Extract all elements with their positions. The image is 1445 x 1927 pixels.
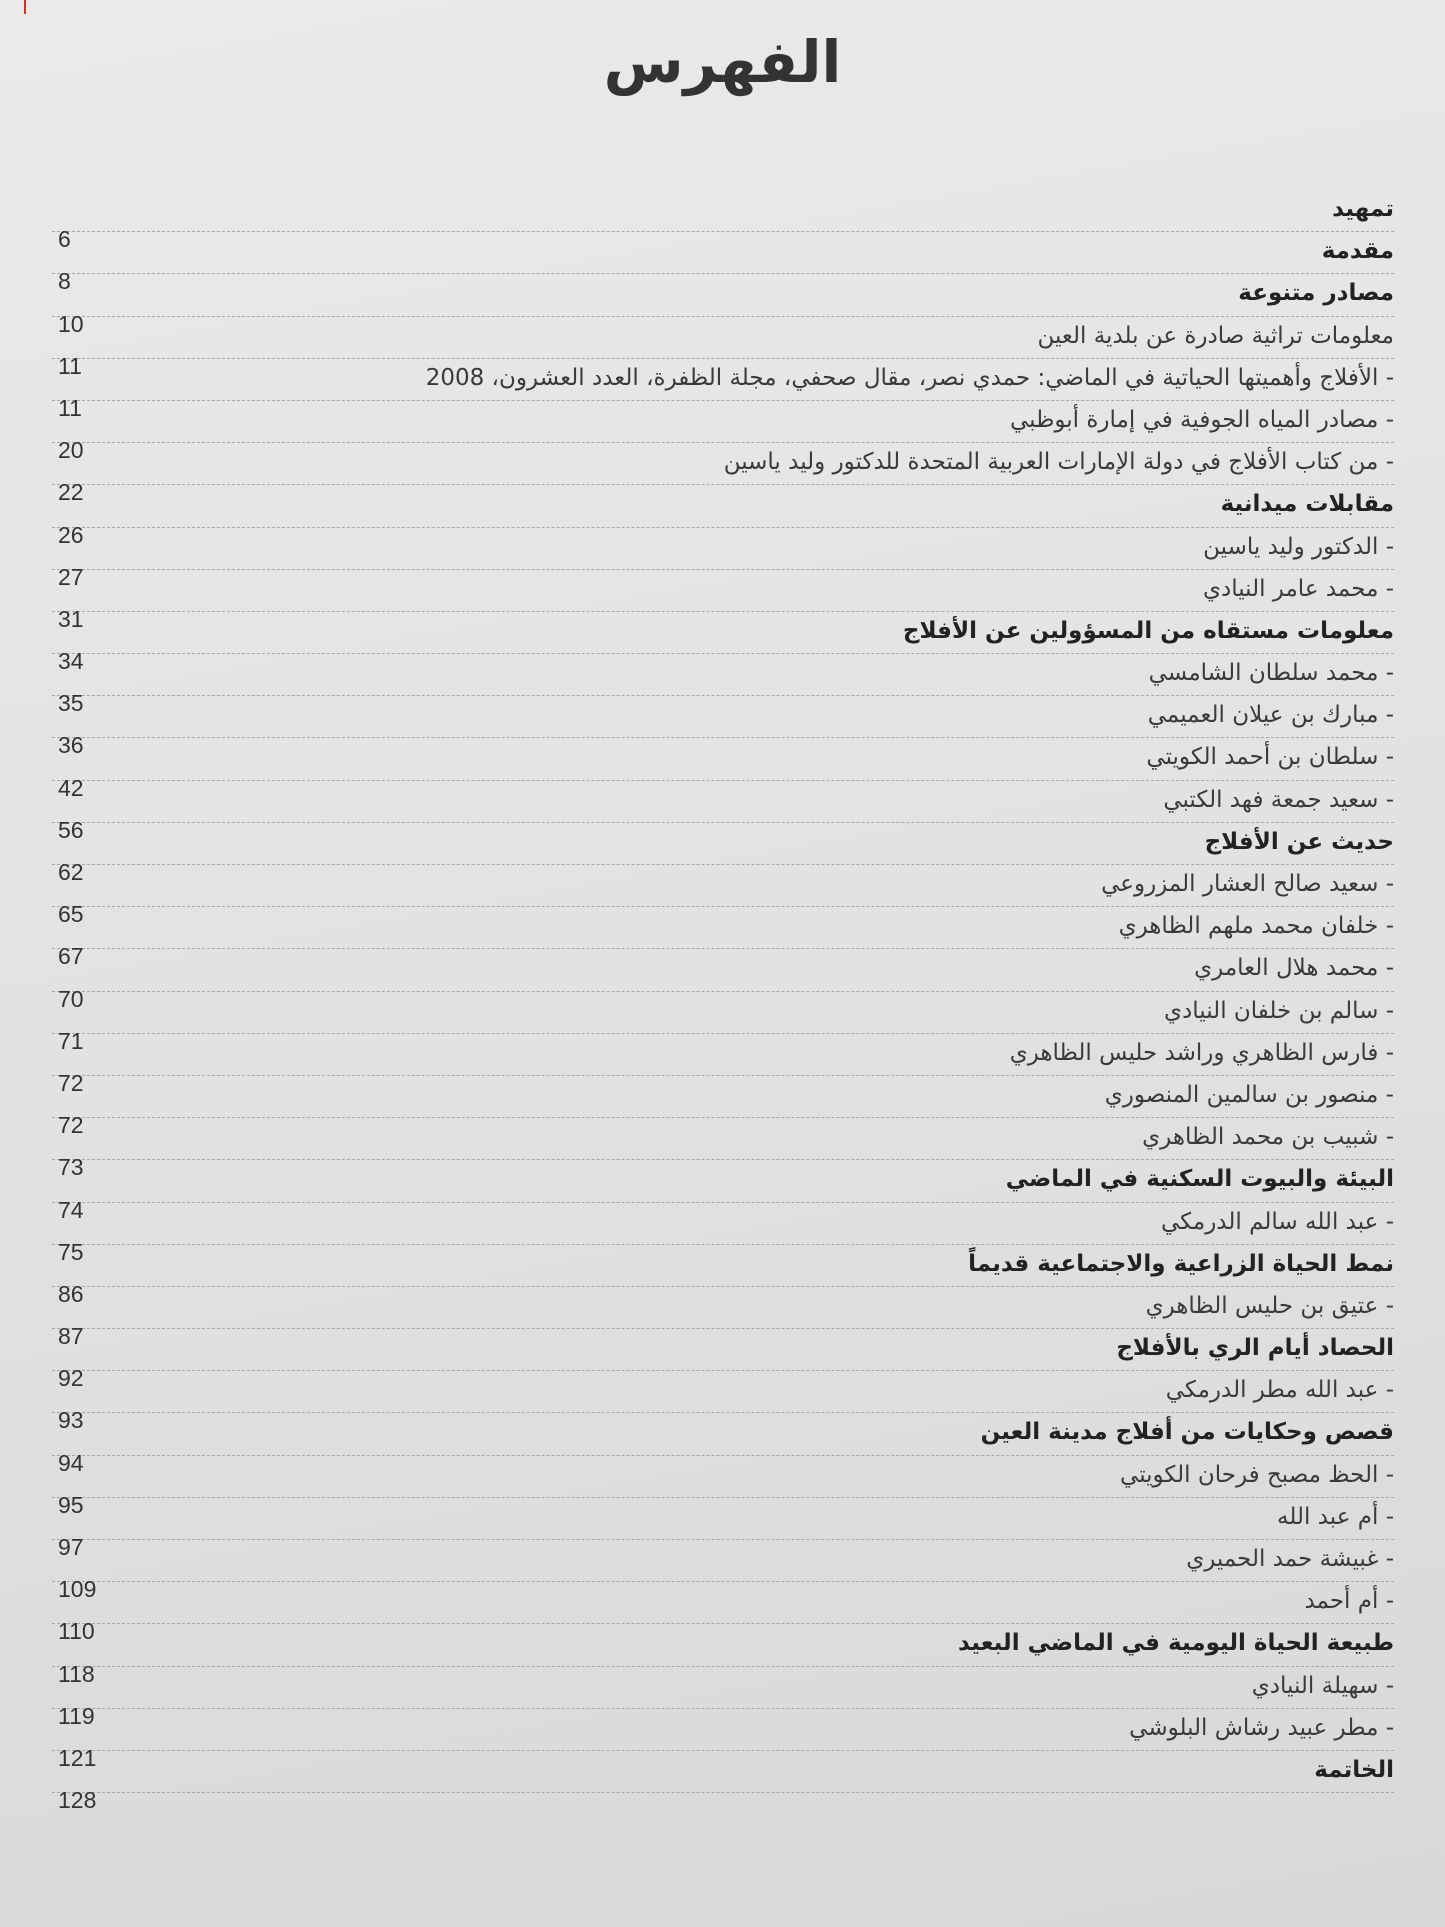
toc-subentry-title: - محمد هلال العامري [1194,955,1394,982]
toc-page-number: 42 [58,774,84,801]
toc-page-number: 67 [58,943,84,970]
toc-page-number: 75 [58,1238,84,1265]
toc-subentry-title: - سعيد جمعة فهد الكتبي [1163,786,1394,813]
toc-section-title: مقدمة [1321,238,1394,265]
toc-subentry-title: - من كتاب الأفلاج في دولة الإمارات العربية المتحدة للدكتور وليد ياسين [723,449,1394,476]
toc-page-number: 22 [58,479,84,506]
toc-subentry-title: - سهيلة النيادي [1251,1672,1394,1699]
corner-mark [24,0,26,14]
toc-subentry-title: - منصور بن سالمين المنصوري [1104,1081,1394,1108]
toc-subentry-title: - فارس الظاهري وراشد حليس الظاهري [1009,1039,1394,1066]
toc-page-number: 6 [58,226,71,253]
toc-page-number: 11 [58,352,82,379]
toc-subentry-title: - سالم بن خلفان النيادي [1164,997,1394,1024]
toc-subentry-title: - عتيق بن حليس الظاهري [1145,1292,1394,1319]
toc-page-number: 110 [58,1618,95,1645]
toc-subentry-title: - أم عبد الله [1277,1503,1394,1530]
toc-subentry-title: - الحظ مصبح فرحان الكويتي [1120,1461,1394,1488]
toc-page-number: 86 [58,1280,84,1307]
toc-subentry-title: - أم أحمد [1304,1588,1394,1615]
toc-page-number: 121 [58,1744,97,1771]
toc-page-number: 94 [58,1449,84,1476]
toc-page-number: 73 [58,1154,84,1181]
toc-page-number: 10 [58,310,84,337]
toc-section-title: حديث عن الأفلاج [1204,828,1394,855]
toc-page-number: 71 [58,1027,84,1054]
toc-entry [52,1751,1394,1814]
toc-subentry-title: - شبيب بن محمد الظاهري [1142,1124,1394,1151]
toc-page-number: 36 [58,732,84,759]
toc-page-number: 118 [58,1660,95,1687]
toc-subentry-title: - غبيشة حمد الحميري [1186,1546,1394,1572]
toc-section-title: طبيعة الحياة اليومية في الماضي البعيد [958,1630,1394,1657]
toc-section-title: البيئة والبيوت السكنية في الماضي [1005,1166,1394,1193]
toc-subentry-title: - خلفان محمد ملهم الظاهري [1118,913,1394,940]
toc-subentry-title: - عبد الله سالم الدرمكي [1161,1208,1394,1235]
toc-section-title: تمهيد [1332,196,1394,222]
toc-page-number: 93 [58,1407,84,1434]
toc-section-title: معلومات مستقاه من المسؤولين عن الأفلاج [902,617,1394,644]
toc-page-number: 35 [58,690,84,717]
toc-subentry-title: معلومات تراثية صادرة عن بلدية العين [1037,322,1394,349]
toc-page-number: 31 [58,605,84,632]
toc-subentry-title: - محمد سلطان الشامسي [1148,660,1394,687]
toc-page-number: 128 [58,1787,97,1814]
toc-subentry-title: - مطر عبيد رشاش البلوشي [1129,1714,1394,1741]
toc-page-number: 97 [58,1534,84,1560]
toc-page-number: 70 [58,985,84,1012]
toc-page-number: 87 [58,1323,84,1350]
toc-subentry-title: - الأفلاج وأهميتها الحياتية في الماضي: حمدي نصر، مقال صحفي، مجلة الظفرة، العدد العشرون، 2008 [425,364,1394,391]
toc-section-title: الخاتمة [1314,1756,1394,1783]
toc-section-title: مصادر متنوعة [1238,280,1394,307]
toc-page-number: 8 [58,268,71,295]
toc-section-title: نمط الحياة الزراعية والاجتماعية قديماً [968,1250,1394,1277]
toc-page-number: 72 [58,1069,84,1096]
toc-subentry-title: - عبد الله مطر الدرمكي [1165,1377,1394,1404]
toc-page-number: 34 [58,648,84,675]
toc-page-number: 26 [58,521,84,548]
toc-page-number: 56 [58,816,84,843]
toc-section-title: مقابلات ميدانية [1220,491,1394,518]
toc-page-number: 109 [58,1576,97,1603]
toc-page-number: 27 [58,563,84,590]
page-title: الفهرس [603,28,842,96]
toc-page-number: 62 [58,859,84,885]
toc-page-number: 20 [58,437,84,464]
toc-subentry-title: - سعيد صالح العشار المزروعي [1101,871,1394,897]
toc-page-number: 74 [58,1196,84,1223]
toc-page-number: 95 [58,1491,84,1518]
toc-page-number: 72 [58,1112,84,1139]
toc-section-title: قصص وحكايات من أفلاج مدينة العين [980,1419,1394,1446]
toc-subentry-title: - الدكتور وليد ياسين [1203,533,1394,560]
toc-page-number: 11 [58,394,82,421]
toc-section-title: الحصاد أيام الري بالأفلاج [1116,1335,1394,1362]
toc-subentry-title: - سلطان بن أحمد الكويتي [1146,744,1394,771]
toc-subentry-title: - مبارك بن عيلان العميمي [1147,702,1394,729]
toc-page-number: 65 [58,901,84,928]
toc-subentry-title: - محمد عامر النيادي [1202,575,1394,602]
toc-page-number: 119 [58,1702,95,1729]
toc-page-number: 92 [58,1365,84,1392]
table-of-contents [52,190,1394,1814]
toc-subentry-title: - مصادر المياه الجوفية في إمارة أبوظبي [1009,406,1394,433]
